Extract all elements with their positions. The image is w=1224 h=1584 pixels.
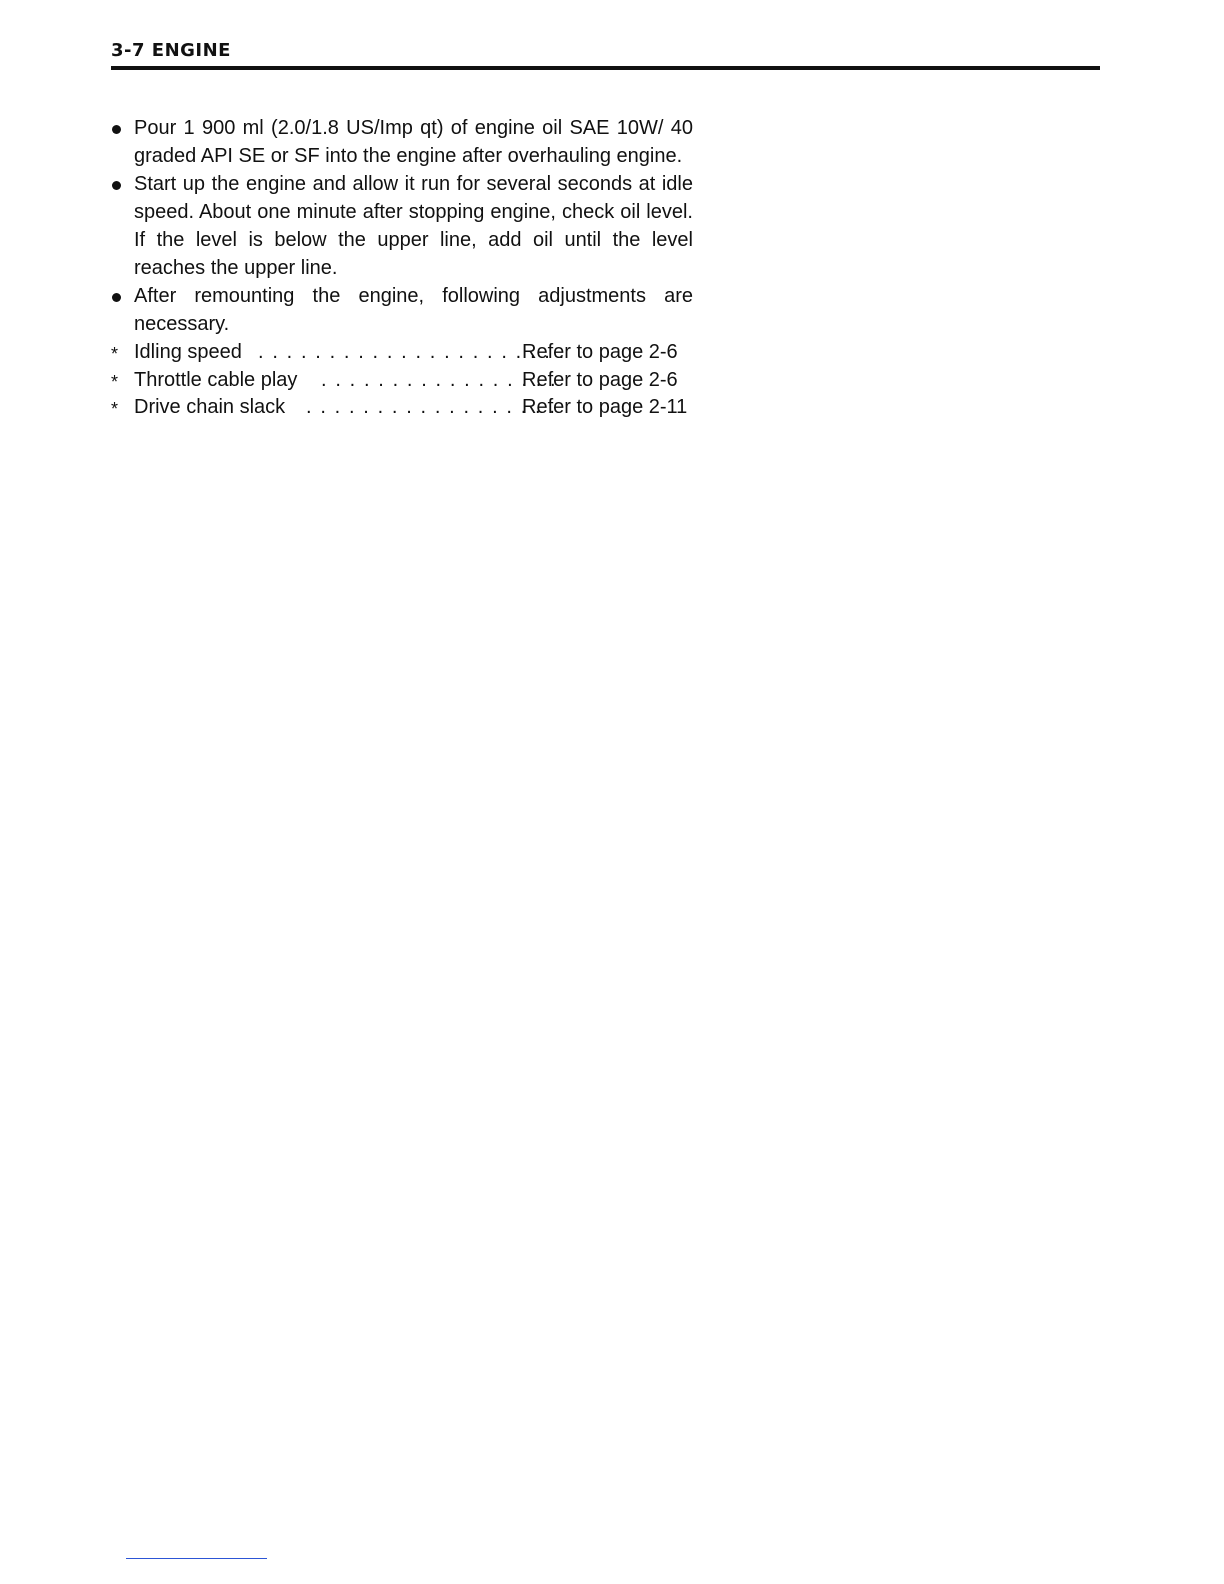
footer-rule bbox=[126, 1558, 267, 1559]
reference-label: Idling speed bbox=[134, 341, 242, 363]
reference-list bbox=[110, 339, 700, 422]
bullet-item bbox=[110, 282, 700, 338]
reference-page: Refer to page 2-11 bbox=[522, 396, 688, 418]
bullet-text: After remounting the engine, following adjustments are necessary. bbox=[134, 285, 693, 335]
page-title: 3-7 ENGINE bbox=[111, 40, 231, 61]
reference-label: Throttle cable play bbox=[134, 368, 298, 391]
reference-row-drive-chain-slack bbox=[110, 394, 700, 422]
reference-row-throttle-cable-play bbox=[110, 367, 700, 395]
header-rule bbox=[111, 66, 1100, 70]
dot-leader: . . . . . . . . . . . . . . . . . . . . . . bbox=[258, 341, 566, 363]
asterisk-icon: * bbox=[111, 344, 119, 364]
reference-label: Drive chain slack bbox=[134, 396, 286, 418]
bullet-item bbox=[110, 170, 700, 282]
bullet-text: Pour 1 900 ml (2.0/1.8 US/Imp qt) of engine oil SAE 10W/ 40 graded API SE or SF into the engine after overhauling engine. bbox=[134, 117, 693, 167]
asterisk-icon: * bbox=[111, 371, 119, 392]
reference-page: Refer to page 2-6 bbox=[522, 341, 678, 363]
asterisk-icon: * bbox=[111, 399, 119, 419]
dot-leader: . . . . . . . . . . . . . . . . . bbox=[321, 368, 558, 391]
bullet-text: Start up the engine and allow it run for several seconds at idle speed. About one minute after stopping engine, check oil level. If the level is below the upper line, add oil until the level reaches the upper line. bbox=[134, 173, 693, 279]
dot-leader: . . . . . . . . . . . . . . . . . . bbox=[306, 396, 557, 418]
bullet-item bbox=[110, 114, 700, 170]
reference-row-idling-speed bbox=[110, 339, 700, 367]
procedure-content bbox=[110, 114, 700, 422]
reference-page: Refer to page 2-6 bbox=[522, 368, 678, 391]
